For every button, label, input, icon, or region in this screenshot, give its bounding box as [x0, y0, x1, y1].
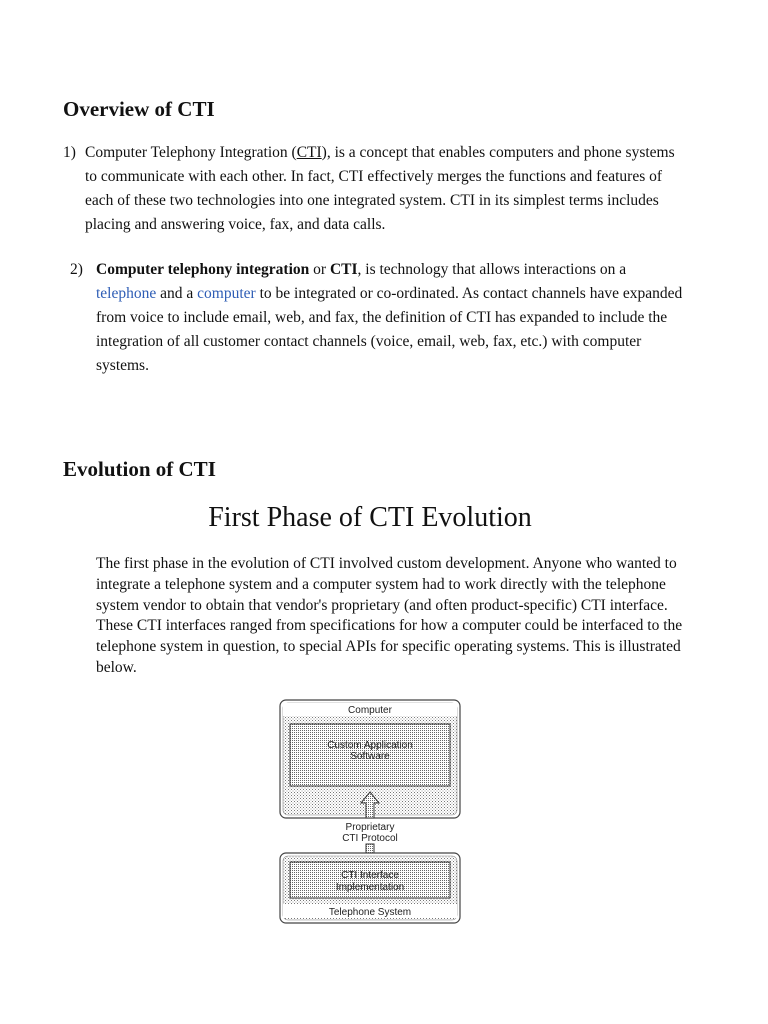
interface-line1: CTI Interface [341, 870, 399, 881]
protocol-line1: Proprietary [345, 822, 395, 833]
custom-application-box [290, 724, 450, 786]
overview-heading: Overview of CTI [63, 97, 215, 121]
item2-text-1: or [309, 261, 330, 278]
item-text [85, 141, 685, 237]
computer-label: Computer [348, 705, 392, 716]
item2-bold-term: Computer telephony integration [96, 261, 310, 278]
telephone-link[interactable]: telephone [96, 285, 157, 302]
phase-paragraph: The first phase in the evolution of CTI involved custom development. Anyone who wanted to integrate a telephone system and a computer system had to work directly with the telephone system vendor to obtain that vendor's proprietary (and often product-specific) CTI interface. These CTI interfaces ranged from specifications for how a computer could be interfaced to the telephone system in question, to special APIs for specific operating systems. This is illustrated below. [96, 555, 683, 676]
cti-diagram [276, 696, 466, 928]
item1-text-after: ), is a concept that enables computers and phone systems to communicate with each other. In fact, CTI effectively merges the functions and features of each of these two technologies into one integrated system. CTI in its simplest terms includes placing and answering voice, fax, and data calls. [85, 144, 675, 233]
item-number: 2) [70, 261, 83, 278]
interface-line2: Implementation [335, 882, 405, 893]
computer-link[interactable]: computer [197, 285, 256, 302]
item-text [96, 258, 686, 378]
item2-text-2: , is technology that allows interactions on a [357, 261, 627, 278]
telephone-label: Telephone System [328, 907, 412, 918]
protocol-line2: CTI Protocol [342, 833, 398, 844]
app-label-line1: Custom Application [327, 740, 413, 751]
evolution-heading: Evolution of CTI [63, 457, 216, 481]
phase-title: First Phase of CTI Evolution [208, 502, 532, 533]
item2-text-3: and a [156, 285, 198, 302]
cti-acronym-link[interactable]: CTI [296, 144, 322, 161]
item2-text-4: to be integrated or co-ordinated. As contact channels have expanded from voice to include email, web, and fax, the definition of CTI has expanded to include the integration of all customer contact channels (voice, email, web, fax, etc.) with computer systems. [96, 285, 683, 374]
app-label-line2: Software [350, 751, 390, 762]
item2-bold-acronym: CTI [329, 261, 358, 278]
overview-item-2 [70, 258, 710, 382]
item1-text-before: Computer Telephony Integration ( [85, 144, 297, 161]
cti-interface-box [290, 862, 450, 898]
item-number: 1) [63, 144, 76, 161]
overview-item-1 [63, 141, 703, 241]
